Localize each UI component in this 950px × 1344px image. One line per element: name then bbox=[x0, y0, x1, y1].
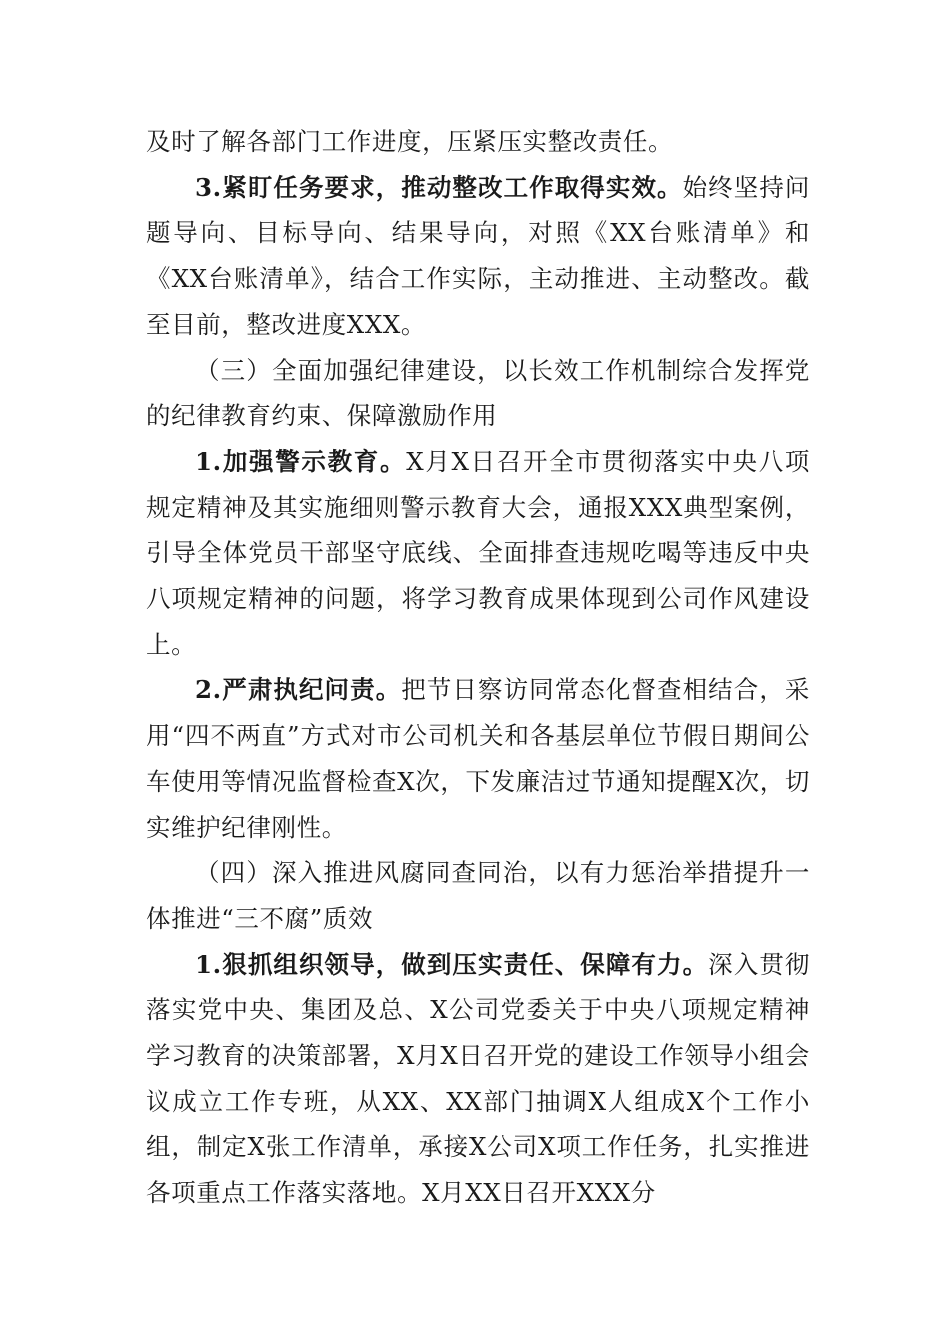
paragraph-text: X月X日召开全市贯彻落实中央八项规定精神及其实施细则警示教育大会，通报XXX典型案例，引导全体党员干部坚守底线、全面排查违规吃喝等违反中央八项规定精神的问题，将学习教育成果体现到公司作风建设上。 bbox=[146, 446, 810, 659]
paragraph-item-3 bbox=[146, 165, 810, 348]
paragraph-item-2 bbox=[146, 667, 810, 850]
paragraph-text: 把节日察访同常态化督查相结合，采用“四不两直”方式对市公司机关和各基层单位节假日期间公车使用等情况监督检查X次，下发廉洁过节通知提醒X次，切实维护纪律刚性。 bbox=[146, 675, 810, 842]
paragraph-item-1b bbox=[146, 942, 810, 1216]
section-heading-text: （三）全面加强纪律建设，以长效工作机制综合发挥党的纪律教育约束、保障激励作用 bbox=[146, 355, 810, 431]
paragraph-lead: 3.紧盯任务要求，推动整改工作取得实效。 bbox=[195, 172, 683, 202]
paragraph-continuation bbox=[146, 119, 810, 165]
section-heading-text: （四）深入推进风腐同查同治，以有力惩治举措提升一体推进“三不腐”质效 bbox=[146, 858, 810, 933]
section-heading-4 bbox=[146, 850, 810, 941]
paragraph-text: 深入贯彻落实党中央、集团及总、X公司党委关于中央八项规定精神学习教育的决策部署，X月X日召开党的建设工作领导小组会议成立工作专班，从XX、XX部门抽调X人组成X个工作小组，制定X张工作清单，承接X公司X项工作任务，扎实推进各项重点工作落实落地。X月XX日召开XXX分 bbox=[146, 949, 810, 1208]
paragraph-item-1 bbox=[146, 439, 810, 668]
paragraph-lead: 2.严肃执纪问责。 bbox=[195, 675, 402, 705]
section-heading-3 bbox=[146, 348, 810, 439]
document-body bbox=[146, 119, 810, 1216]
paragraph-lead: 1.狠抓组织领导，做到压实责任、保障有力。 bbox=[195, 949, 709, 979]
paragraph-text: 及时了解各部门工作进度，压紧压实整改责任。 bbox=[146, 127, 674, 156]
paragraph-text: 始终坚持问题导向、目标导向、结果导向，对照《XX台账清单》和《XX台账清单》，结合工作实际，主动推进、主动整改。截至目前，整改进度XXX。 bbox=[146, 172, 811, 339]
paragraph-lead: 1.加强警示教育。 bbox=[195, 446, 407, 476]
